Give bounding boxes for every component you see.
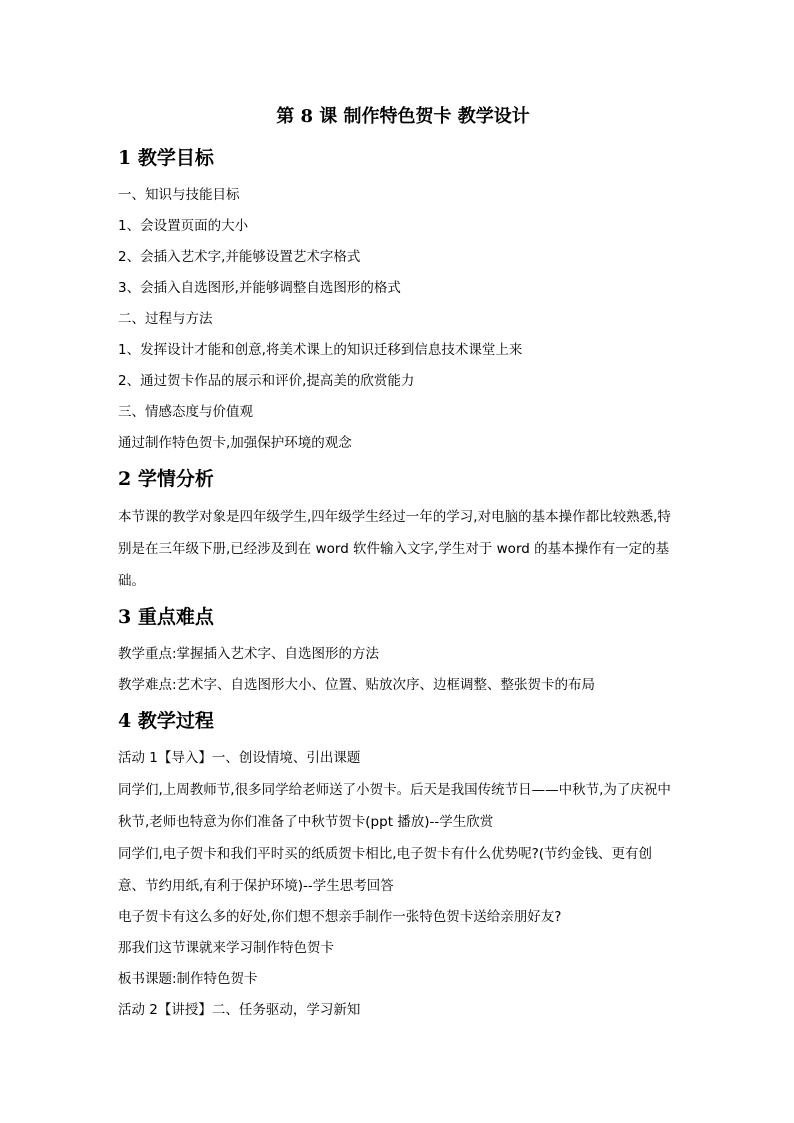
paragraph: 2、会插入艺术字,并能够设置艺术字格式 (118, 249, 361, 265)
section-student-analysis (118, 465, 678, 597)
paragraph: 教学难点:艺术字、自选图形大小、位置、贴放次序、边框调整、整张贺卡的布局 (118, 677, 596, 693)
section-teaching-process (118, 707, 678, 1026)
section-teaching-objectives (118, 144, 678, 459)
paragraph: 电子贺卡有这么多的好处,你们想不想亲手制作一张特色贺卡送给亲朋好友? (118, 909, 562, 925)
section-heading: 3 重点难点 (118, 606, 214, 628)
paragraph: 本节课的教学对象是四年级学生,四年级学生经过一年的学习,对电脑的基本操作都比较熟悉,特别是在三年级下册,已经涉及到在 word 软件输入文字,学生对于 word 的基本操作有一定的基础。 (118, 509, 671, 589)
paragraph: 同学们,电子贺卡和我们平时买的纸质贺卡相比,电子贺卡有什么优势呢?(节约金钱、更有创意、节约用纸,有利于保护环境)--学生思考回答 (118, 846, 653, 894)
paragraph: 活动 2【讲授】二、任务驱动，学习新知 (118, 1002, 361, 1018)
section-heading: 1 教学目标 (118, 147, 214, 169)
paragraph: 一、知识与技能目标 (118, 187, 240, 203)
document-title: 第 8 课 制作特色贺卡 教学设计 (276, 106, 530, 127)
paragraph: 三、情感态度与价值观 (118, 404, 253, 420)
paragraph: 3、会插入自选图形,并能够调整自选图形的格式 (118, 280, 401, 296)
paragraph: 1、发挥设计才能和创意,将美术课上的知识迁移到信息技术课堂上来 (118, 342, 523, 358)
paragraph: 活动 1【导入】一、创设情境、引出课题 (118, 750, 361, 766)
paragraph: 同学们,上周教师节,很多同学给老师送了小贺卡。后天是我国传统节日——中秋节,为了庆祝中秋节,老师也特意为你们准备了中秋节贺卡(ppt 播放)--学生欣赏 (118, 782, 671, 830)
paragraph: 板书课题:制作特色贺卡 (118, 971, 258, 987)
paragraph: 那我们这节课就来学习制作特色贺卡 (118, 940, 334, 956)
section-heading: 4 教学过程 (118, 710, 214, 732)
paragraph: 2、通过贺卡作品的展示和评价,提高美的欣赏能力 (118, 373, 415, 389)
paragraph: 教学重点:掌握插入艺术字、自选图形的方法 (118, 646, 380, 662)
paragraph: 通过制作特色贺卡,加强保护环境的观念 (118, 435, 352, 451)
section-key-points (118, 603, 678, 701)
section-heading: 2 学情分析 (118, 468, 214, 490)
document-page (118, 104, 678, 1032)
paragraph: 二、过程与方法 (118, 311, 213, 327)
paragraph: 1、会设置页面的大小 (118, 218, 249, 234)
